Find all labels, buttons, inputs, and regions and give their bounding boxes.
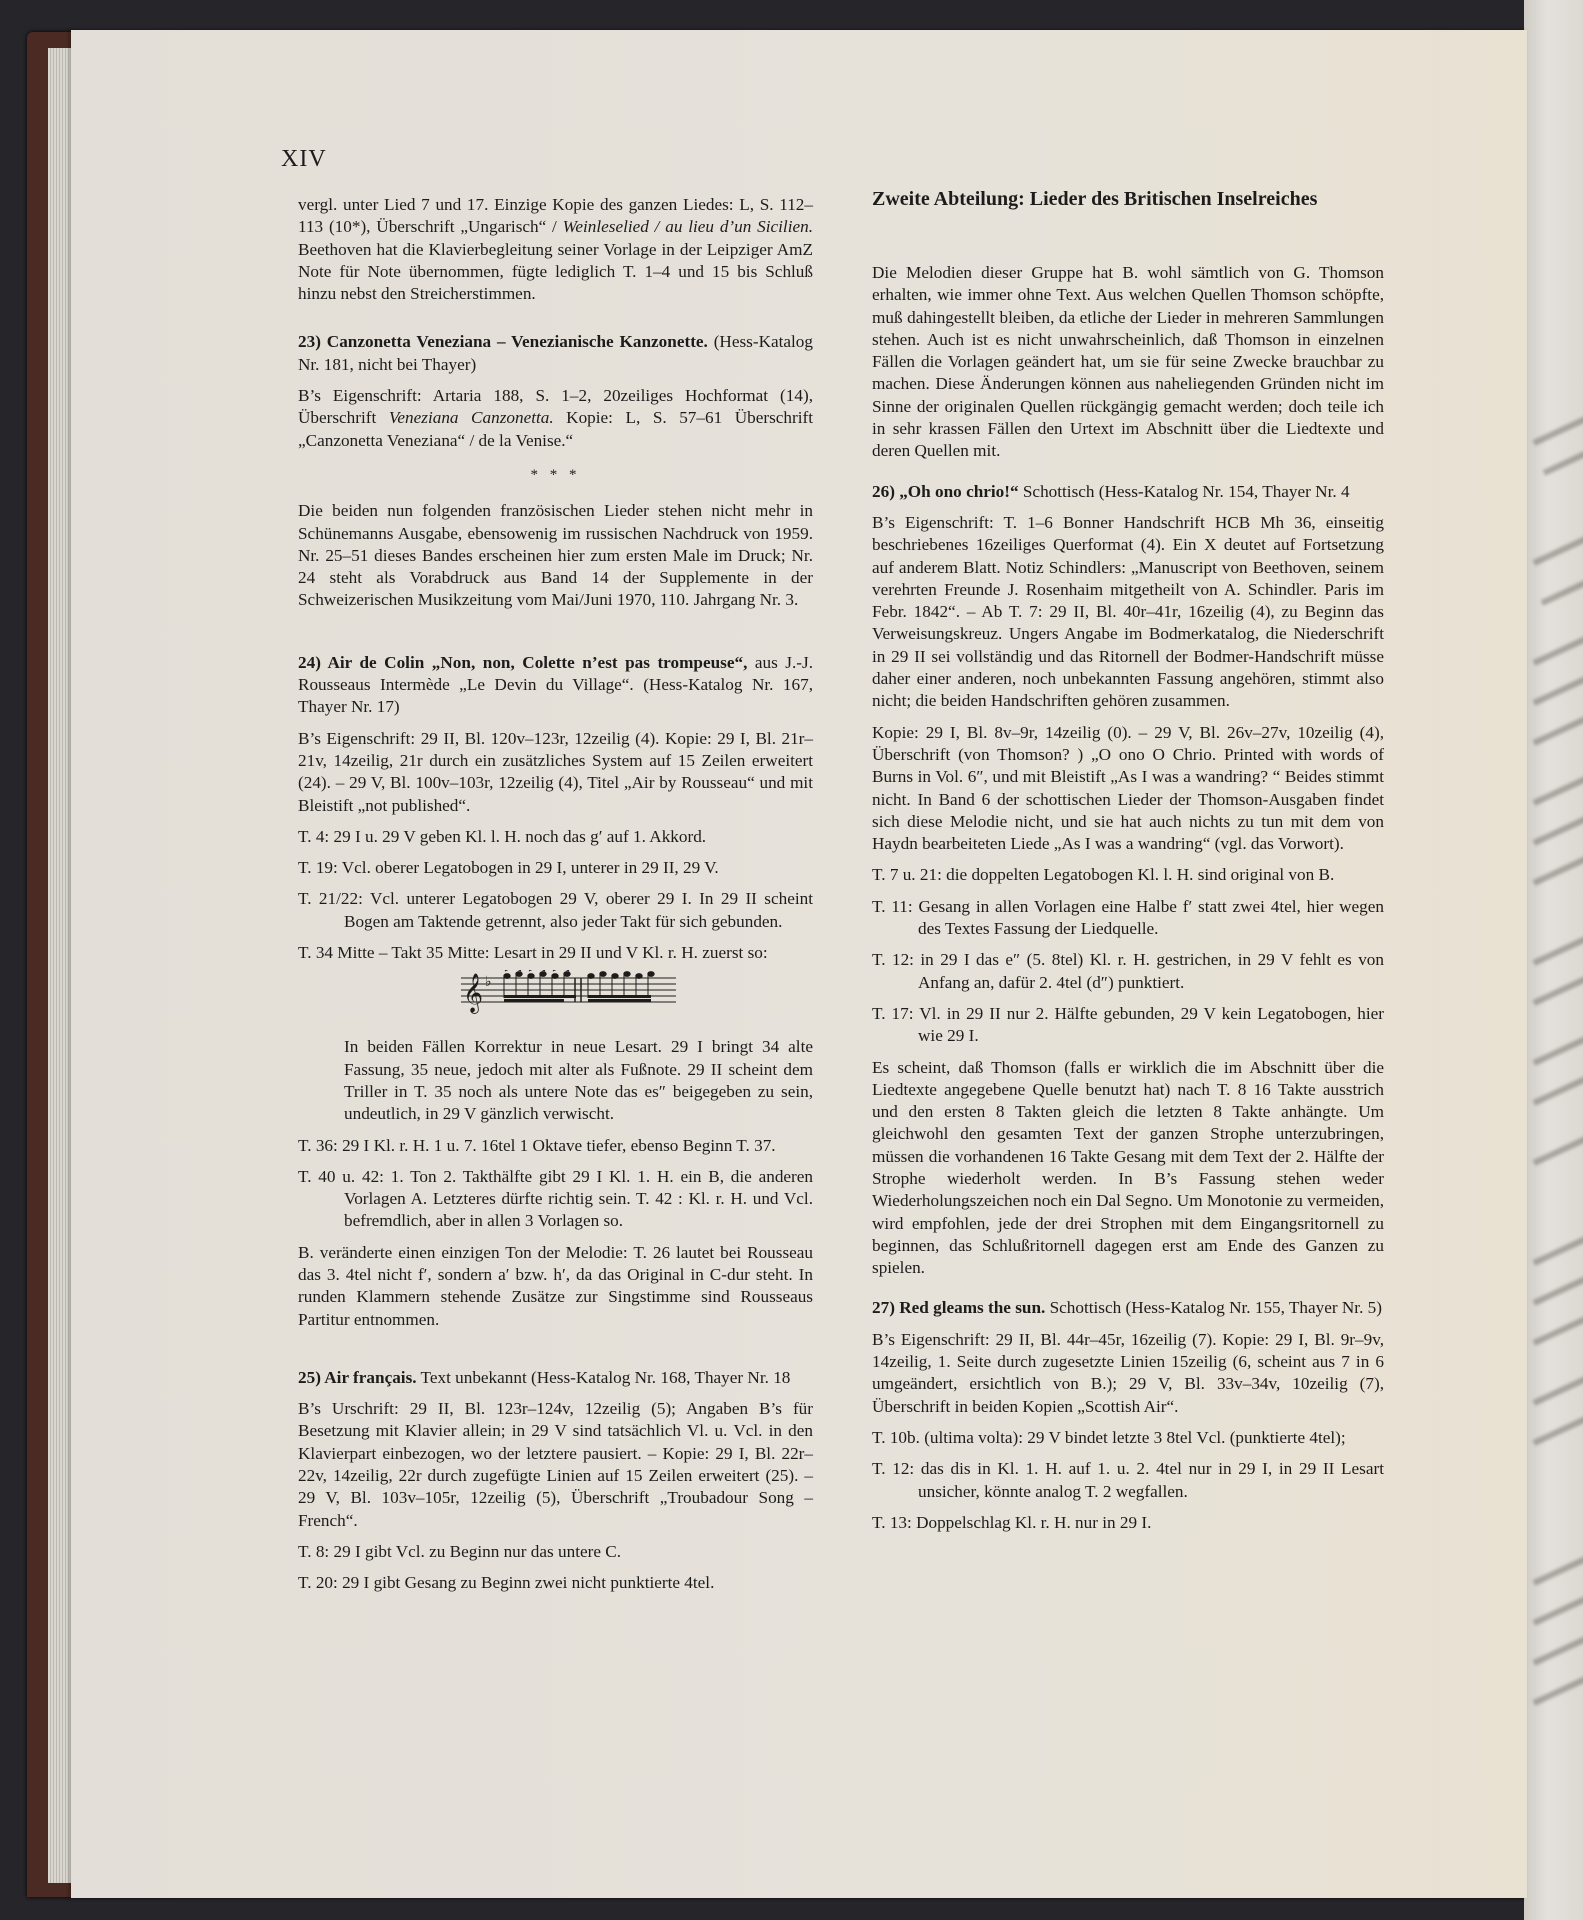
entry-26-source: B’s Eigenschrift: T. 1–6 Bonner Handschrift HCB Mh 36, einseitig beschriebenes 16zeiliges Querformat (4). Ein X deutet auf Fortsetzung auf anderem Blatt. Notiz Schindlers: „Manuscript von Beethoven, seinem verehrten Freunde J. Rosenhaim mitgetheilt von A. Schindler. Paris im Febr. 1842“. – Ab T. 7: 29 II, Bl. 40r–41r, 16zeilig (4), zu Beginn das Verweisungskreuz. Ungers Angabe im Bodmerkatalog, die Niederschrift in 29 II sei vollständig und das Ritornell der Bodmer-Handschrift müsse daher einer anderen, noch unbekannten Fassung angehören, stimmt also nicht; die beiden Handschriften gehören zusammen. [872, 512, 1384, 711]
entry-23-source: B’s Eigenschrift: Artaria 188, S. 1–2, 20zeiliges Hochformat (14), Überschrift Veneziana Canzonetta. Kopie: L, S. 57–61 Überschrift „Canzonetta Veneziana“ / de la Venise.“ [298, 386, 813, 450]
entry-24-note: T. 19: Vcl. oberer Legatobogen in 29 I, unterer in 29 II, 29 V. [298, 858, 719, 878]
entry-27-note: T. 12: das dis in Kl. 1. H. auf 1. u. 2. 4tel nur in 29 I, in 29 II Lesart unsicher, könnte analog T. 2 wegfallen. [872, 1459, 1384, 1501]
entry-24-note: T. 36: 29 I Kl. r. H. 1 u. 7. 16tel 1 Oktave tiefer, ebenso Beginn T. 37. [298, 1135, 776, 1155]
page-number: XIV [281, 146, 327, 172]
entry-24-music-commentary: In beiden Fällen Korrektur in neue Lesart. 29 I bringt 34 alte Fassung, 35 neue, jedoch mit alter als Fußnote. 29 II scheint dem Triller in T. 35 noch als untere Note das es″ beigegeben zu sein, undeutlich, in 29 V gänzlich verwischt. [344, 1037, 813, 1124]
entry-25-note: T. 8: 29 I gibt Vcl. zu Beginn nur das untere C. [298, 1541, 622, 1561]
section-separator: * * * [530, 466, 581, 483]
entry-25-source: B’s Urschrift: 29 II, Bl. 123r–124v, 12zeilig (5); Angaben B’s für Besetzung mit Klavier allein; in 29 V sind tatsächlich Vl. u. Vcl. in den Klavierpart einbezogen, wo der letztere pausiert. – Kopie: 29 I, Bl. 22r–22v, 14zeilig, 22r durch zugefügte Linien auf 15 Zeilen erweitert (25). – 29 V, Bl. 103v–105r, 12zeilig (5), Überschrift „Troubadour Song – French“. [298, 1399, 813, 1530]
svg-text:𝄞: 𝄞 [462, 973, 483, 1014]
music-staff-icon [461, 970, 681, 1014]
entry-26-closing: Es scheint, daß Thomson (falls er wirklich die im Abschnitt über die Liedtexte angegebene Quelle benutzt hat) nach T. 8 16 Takte ausstrich und den ersten 8 Takten gleich die letzten 8 Takte anhängte. Um gleichwohl den gesamten Text der ganzen Strophe unterzubringen, müssen die vorhandenen 16 Takte Gesang mit dem Text der 2. Hälfte der Strophe wiederholt werden. In B’s Fassung stehen weder Wiederholungszeichen noch ein Dal Segno. Um Monotonie zu vermeiden, wird empfohlen, jede der drei Strophen mit dem Eingangsritornell zu beginnen, das Schlußritornell dagegen erst am Ende des Ganzen zu spielen. [872, 1057, 1384, 1278]
entry-24-note: T. 34 Mitte – Takt 35 Mitte: Lesart in 29 II und V Kl. r. H. zuerst so: [298, 943, 768, 963]
entry-24-heading: 24) Air de Colin „Non, non, Colette n’est pas trompeuse“, aus J.-J. Rousseaus Intermède „Le Devin du Village“. (Hess-Katalog Nr. 167, Thayer Nr. 17) [298, 652, 813, 717]
entry-26-heading: 26) „Oh ono chrio!“ Schottisch (Hess-Katalog Nr. 154, Thayer Nr. 4 [872, 481, 1350, 501]
entry-27-note: T. 10b. (ultima volta): 29 V bindet letzte 3 8tel Vcl. (punktierte 4tel); [872, 1427, 1346, 1447]
entry-24-note: T. 4: 29 I u. 29 V geben Kl. l. H. noch das g′ auf 1. Akkord. [298, 826, 707, 846]
right-column [872, 186, 1384, 1543]
french-songs-intro: Die beiden nun folgenden französischen Lieder stehen nicht mehr in Schünemanns Ausgabe, ebensowenig im russischen Nachdruck von 1959. Nr. 25–51 dieses Bandes erscheinen hier zum ersten Male im Druck; Nr. 24 steht als Vorabdruck aus Band 14 der Supplemente in der Schweizerischen Musikzeitung vom Mai/Juni 1970, 110. Jahrgang Nr. 3. [298, 501, 813, 610]
entry-26-note: T. 17: Vl. in 29 II nur 2. Hälfte gebunden, 29 V kein Legatobogen, hier wie 29 I. [872, 1003, 1384, 1046]
entry-26-note: T. 12: in 29 I das e″ (5. 8tel) Kl. r. H. gestrichen, in 29 V fehlt es von Anfang an, dafür 2. 4tel (d″) punktiert. [872, 950, 1384, 992]
entry-26-copy: Kopie: 29 I, Bl. 8v–9r, 14zeilig (0). – 29 V, Bl. 26v–27v, 10zeilig (4), Überschrift (von Thomson? ) „O ono O Chrio. Printed with words of Burns in Vol. 6″, und mit Bleistift „As I was a wandring? “ Beides stimmt nicht. In Band 6 der schottischen Lieder der Thomson-Ausgaben findet sich diese Melodie nicht, und sie hat auch nichts zu tun mit dem von Haydn bearbeiteten Liede „As I was a wandring“ (vgl. das Vorwort). [872, 722, 1384, 854]
entry-24-source: B’s Eigenschrift: 29 II, Bl. 120v–123r, 12zeilig (4). Kopie: 29 I, Bl. 21r–21v, 14zeilig, 21r durch ein zusätzliches System auf 15 Zeilen erweitert (24). – 29 V, Bl. 100v–103r, 12zeilig (4), Titel „Air by Rousseau“ und mit Bleistift „not published“. [298, 728, 813, 815]
entry-24-note: T. 40 u. 42: 1. Ton 2. Takthälfte gibt 29 I Kl. 1. H. ein B, die anderen Vorlagen A. Letzteres dürfte richtig sein. T. 42 : Kl. r. H. und Vcl. befremdlich, aber in allen 3 Vorlagen so. [298, 1166, 813, 1231]
british-songs-intro: Die Melodien dieser Gruppe hat B. wohl sämtlich von G. Thomson erhalten, wie immer ohne Text. Aus welchen Quellen Thomson schöpfte, muß dahingestellt bleiben, da etliche der Lieder in mehreren Sammlungen stehen. Auch ist es nicht unwahrscheinlich, daß Thomson in einzelnen Fällen die Vorlagen geändert hat, um sie für seine Zwecke brauchbar zu machen. Diese Änderungen können aus naheliegenden Gründen nicht im Sinne der originalen Quellen rückgängig gemacht werden; doch teile ich in sehr krassen Fällen den Urtext im Abschnitt über die Liedtexte und deren Quellen mit. [872, 263, 1384, 461]
entry-27-heading: 27) Red gleams the sun. Schottisch (Hess-Katalog Nr. 155, Thayer Nr. 5) [872, 1298, 1382, 1318]
svg-text:♭: ♭ [484, 974, 492, 991]
entry-26-note: T. 11: Gesang in allen Vorlagen eine Halbe f′ statt zwei 4tel, hier wegen des Textes Fassung der Liedquelle. [872, 896, 1384, 939]
left-column [298, 194, 813, 1604]
entry-24-note: T. 21/22: Vcl. unterer Legatobogen 29 V, oberer 29 I. In 29 II scheint Bogen am Taktende getrennt, also jeder Takt für sich gebunden. [298, 889, 813, 931]
section-title: Zweite Abteilung: Lieder des Britischen Inselreiches [872, 188, 1318, 210]
entry-25-heading: 25) Air français. Text unbekannt (Hess-Katalog Nr. 168, Thayer Nr. 18 [298, 1367, 791, 1387]
music-notation-example [298, 970, 813, 1014]
entry-26-note: T. 7 u. 21: die doppelten Legatobogen Kl. l. H. sind original von B. [872, 865, 1335, 885]
entry-27-note: T. 13: Doppelschlag Kl. r. H. nur in 29 I. [872, 1512, 1152, 1532]
entry-27-source: B’s Eigenschrift: 29 II, Bl. 44r–45r, 16zeilig (7). Kopie: 29 I, Bl. 9r–9v, 14zeilig, 1. Seite durch zugesetzte Linien 15zeilig (6, scheint aus 7 in 6 umgeändert, ersichtlich von B.); 29 V, Bl. 33v–34v, 10zeilig (7), Überschrift in beiden Kopien „Scottish Air“. [872, 1329, 1384, 1416]
entry-24-closing: B. veränderte einen einzigen Ton der Melodie: T. 26 lautet bei Rousseau das 3. 4tel nicht f′, sondern a′ bzw. h′, da das Original in C-dur steht. In runden Klammern stehende Zusätze zur Singstimme sind Rousseaus Partitur entnommen. [298, 1242, 813, 1329]
entry-25-note: T. 20: 29 I gibt Gesang zu Beginn zwei nicht punktierte 4tel. [298, 1573, 715, 1593]
intro-paragraph: vergl. unter Lied 7 und 17. Einzige Kopie des ganzen Liedes: L, S. 112–113 (10*), Überschrift „Ungarisch“ / Weinleselied / au lieu d’un Sicilien. Beethoven hat die Klavierbegleitung seiner Vorlage in der Leipziger AmZ Note für Note übernommen, fügte lediglich T. 1–4 und 15 bis Schluß hinzu nebst den Streicherstimmen. [298, 195, 813, 304]
entry-23-heading: 23) Canzonetta Veneziana – Venezianische Kanzonette. (Hess-Katalog Nr. 181, nicht bei Thayer) [298, 332, 813, 374]
adjacent-page-edge [1524, 0, 1583, 1920]
